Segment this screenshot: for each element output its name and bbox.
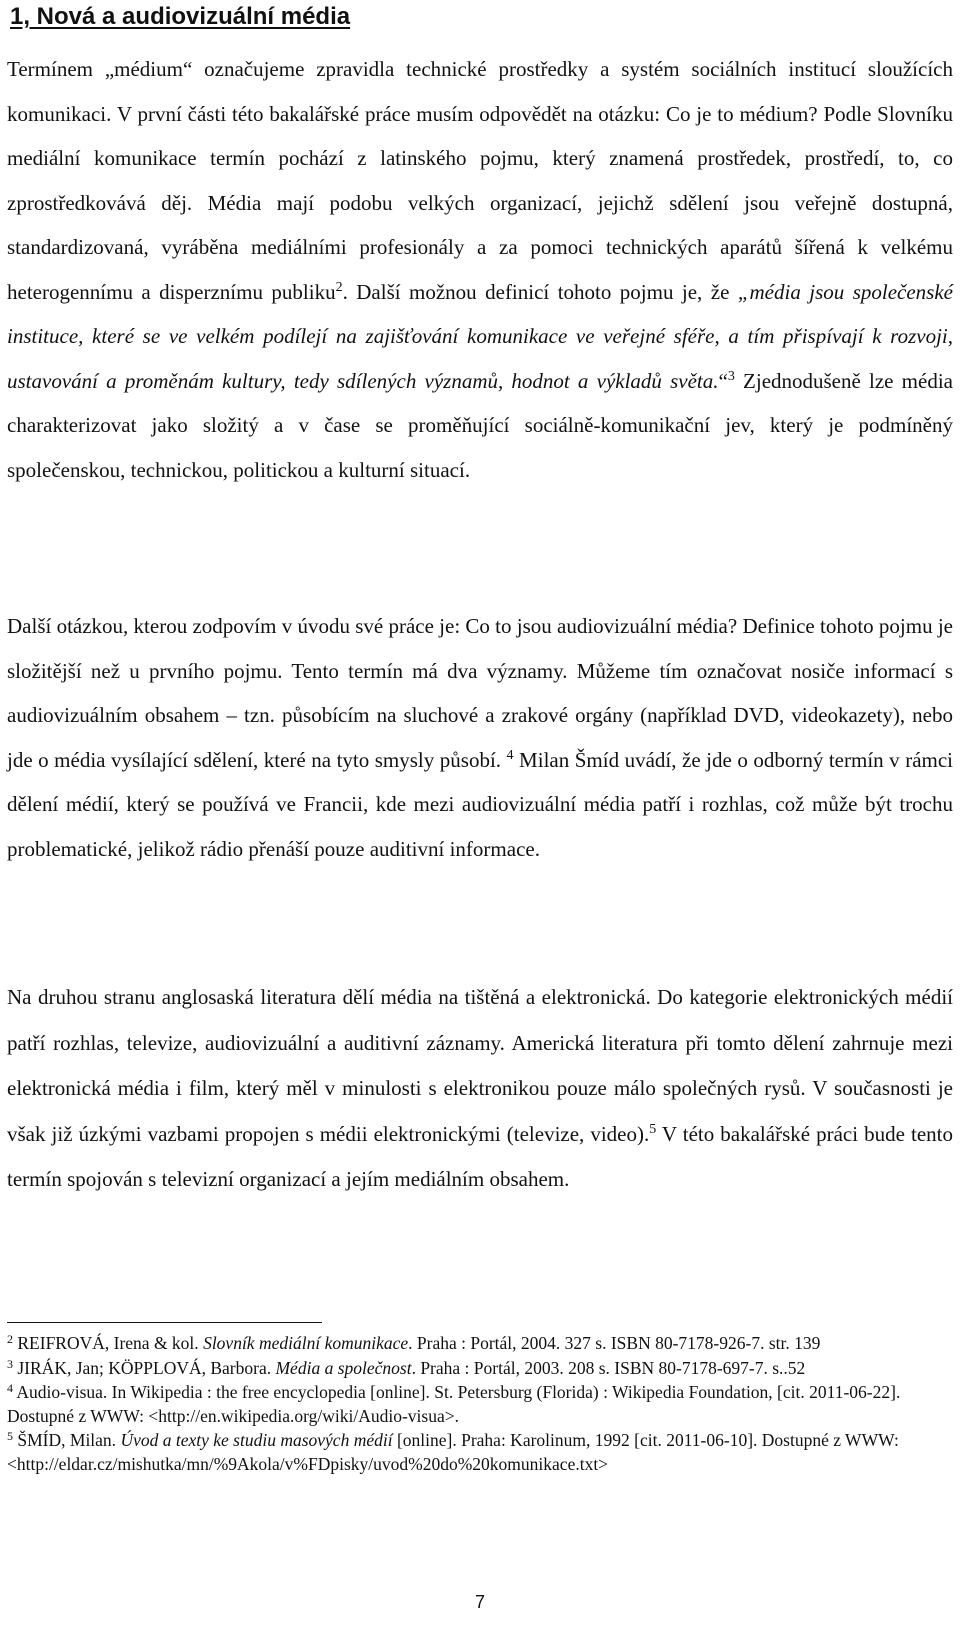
footnote-ref-4: 4: [506, 747, 514, 763]
paragraph-3: [7, 975, 953, 1203]
paragraph-1-quote: „média jsou společenské instituce, které se ve velkém podílejí na zajišťování komunikace ve veřejné sféře, a tím přispívají k rozvoji, ustavování a proměnám kultury, tedy sdílených významů, hodnot a výkladů světa.: [7, 279, 953, 393]
paragraph-1-text-d: Zjednodušeně lze média charakterizovat jako složitý a v čase se proměňující sociálně-komunikační jev, který je podmíněný společenskou, technickou, politickou a kulturní situací.: [7, 368, 953, 482]
footnote-3: [7, 1357, 942, 1381]
footnote-title: Úvod a texty ke studiu masových médií: [120, 1430, 393, 1450]
footnote-text-post: . Praha : Portál, 2003. 208 s. ISBN 80-7178-697-7. s..52: [411, 1357, 806, 1378]
footnote-2: [7, 1332, 942, 1356]
paragraph-1-text-b: . Další možnou definicí tohoto pojmu je, že: [342, 279, 738, 304]
footnote-5: [7, 1429, 942, 1476]
footnote-ref-2: 2: [335, 279, 343, 295]
footnote-ref-3: 3: [727, 368, 735, 384]
paragraph-2-text-a: Další otázkou, kterou zodpovím v úvodu své práce je: Co to jsou audiovizuální média? Definice tohoto pojmu je složitější než u prvního pojmu. Tento termín má dva významy. Můžeme tím označovat nosiče informací s audiovizuálním obsahem – tzn. působícím na sluchové a zrakové orgány (například DVD, videokazety), nebo jde o média vysílající sdělení, které na tyto smysly působí.: [7, 614, 953, 772]
paragraph-3-text-a: Na druhou stranu anglosaská literatura dělí média na tištěná a elektronická. Do kategorie elektronických médií patří rozhlas, televize, audiovizuální a auditivní záznamy. Americká literatura při tomto dělení zahrnuje mezi elektronická média i film, který měl v minulosti s elektronikou pouze málo společných rysů. V současnosti je však již úzkými vazbami propojen s médii elektronickými (televize, video).: [7, 985, 953, 1146]
footnote-4: [7, 1381, 942, 1428]
footnote-text: Audio-visua. In Wikipedia : the free encyclopedia [online]. St. Petersburg (Florida) : Wikipedia Foundation, [cit. 2011-06-22]. Dostupné z WWW: <http://en.wikipedia.org/wiki/Audio-visua>.: [7, 1382, 901, 1426]
footnote-text-post: . Praha : Portál, 2004. 327 s. ISBN 80-7178-926-7. str. 139: [408, 1333, 821, 1353]
paragraph-1-text-a: Termínem „médium“ označujeme zpravidla technické prostředky a systém sociálních institucí sloužících komunikaci. V první části této bakalářské práce musím odpovědět na otázku: Co je to médium? Podle Slovníku mediální komunikace termín pochází z latinského pojmu, který znamená prostředek, prostředí, to, co zprostředkovává děj. Média mají podobu velkých organizací, jejichž sdělení jsou veřejně dostupná, standardizovaná, vyráběna mediálními profesionály a za pomoci technických aparátů šířená k velkému heterogennímu a disperznímu publiku: [7, 57, 953, 304]
footnote-title: Slovník mediální komunikace: [203, 1333, 409, 1353]
footnote-title: Média a společnost: [275, 1357, 412, 1378]
footnote-number: 4: [7, 1381, 13, 1395]
paragraph-1: [7, 47, 953, 492]
page-number: 7: [474, 1592, 485, 1612]
paragraph-2: [7, 604, 953, 871]
paragraph-2-text-b: Milan Šmíd uvádí, že jde o odborný termín v rámci dělení médií, který se používá ve Francii, kde mezi audiovizuální média patří i rozhlas, což může být trochu problematické, jelikož rádio přenáší pouze auditivní informace.: [7, 747, 953, 861]
footnote-url-link[interactable]: <http://eldar.cz/mishutka/mn/%9Akola/v%FDpisky/uvod%20do%20komunikace.txt>: [7, 1453, 609, 1474]
footnote-number: 2: [7, 1332, 13, 1346]
footnote-text: REIFROVÁ, Irena & kol.: [13, 1333, 204, 1353]
footnote-text: JIRÁK, Jan; KÖPPLOVÁ, Barbora.: [13, 1357, 276, 1378]
footnote-text: ŠMÍD, Milan.: [13, 1430, 121, 1450]
footnote-number: 5: [7, 1429, 13, 1443]
chapter-heading: 1, Nová a audiovizuální média: [10, 3, 351, 30]
footnote-number: 3: [7, 1356, 13, 1371]
footnote-ref-5: 5: [649, 1121, 657, 1137]
footnotes: [7, 1332, 942, 1476]
paragraph-1-quote-close: “: [718, 368, 728, 393]
footnote-divider: [7, 1322, 322, 1323]
paragraph-3-text-b: V této bakalářské práci bude tento termín spojován s televizní organizací a jejím mediálním obsahem.: [7, 1121, 953, 1191]
footnote-text-post: [online]. Praha: Karolinum, 1992 [cit. 2011-06-10]. Dostupné z WWW:: [392, 1430, 899, 1450]
